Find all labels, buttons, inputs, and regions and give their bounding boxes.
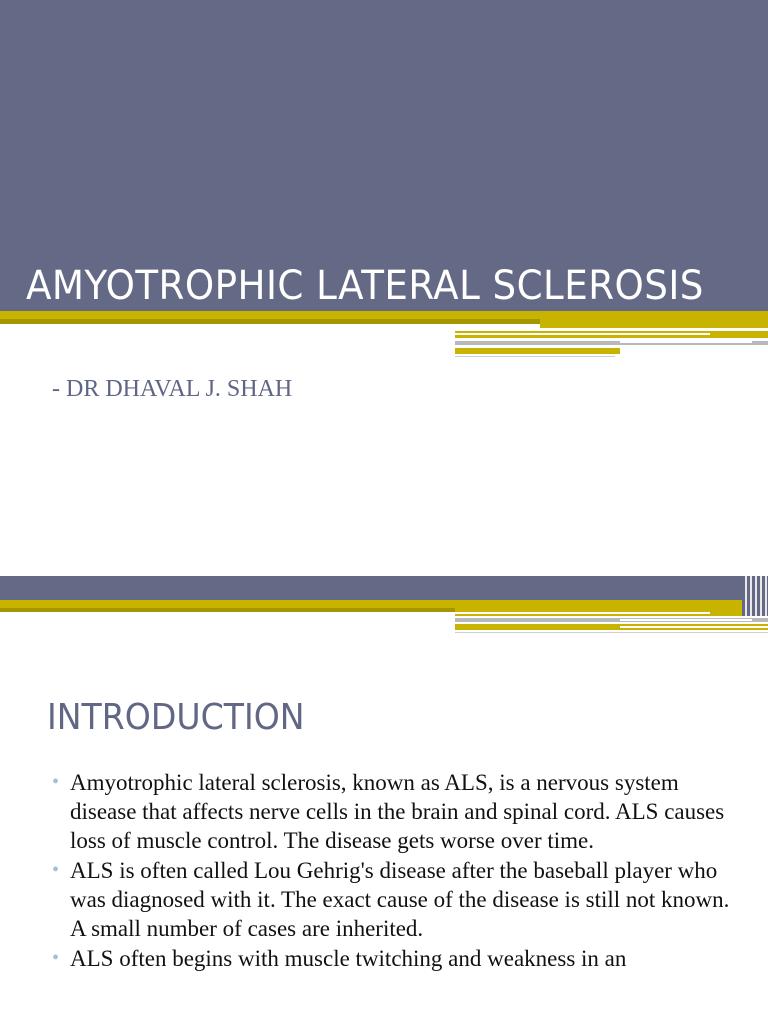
gold-stripe-shadow — [0, 608, 455, 612]
bullet-list — [52, 768, 732, 974]
gold-stripe-step — [540, 316, 768, 328]
accent-shadow — [455, 356, 615, 357]
gold-stripe-shadow — [0, 319, 540, 324]
accent-line — [620, 619, 752, 621]
accent-line — [455, 333, 710, 335]
list-item — [52, 944, 732, 973]
page-title: AMYOTROPHIC LATERAL SCLEROSIS — [26, 263, 704, 309]
accent-line — [620, 341, 752, 343]
list-item — [52, 856, 732, 943]
accent-shadow — [455, 632, 768, 633]
list-item — [52, 768, 732, 855]
bullet-marker: • — [52, 859, 60, 881]
subtitle: - DR DHAVAL J. SHAH — [52, 376, 293, 402]
slide-gap — [0, 562, 768, 576]
section-title: INTRODUCTION — [47, 697, 305, 738]
accent-line — [455, 612, 710, 614]
bullet-text: ALS is often called Lou Gehrig's disease after the baseball player who was diagnosed with it. The exact cause of the disease is still not known. A small number of cases are inherited. — [70, 858, 730, 941]
bullet-text: ALS often begins with muscle twitching and weakness in an — [70, 946, 627, 971]
bullet-marker: • — [52, 771, 60, 793]
accent-line — [620, 626, 768, 628]
gold-stripe-step — [455, 606, 768, 616]
corner-lines — [742, 576, 768, 616]
header-band — [0, 576, 768, 602]
bullet-text: Amyotrophic lateral sclerosis, known as ALS, is a nervous system disease that affects nerve cells in the brain and spinal cord. ALS causes loss of muscle control. The disease gets worse over time. — [70, 770, 725, 853]
bullet-marker: • — [52, 947, 60, 969]
accent-bar — [455, 348, 620, 354]
